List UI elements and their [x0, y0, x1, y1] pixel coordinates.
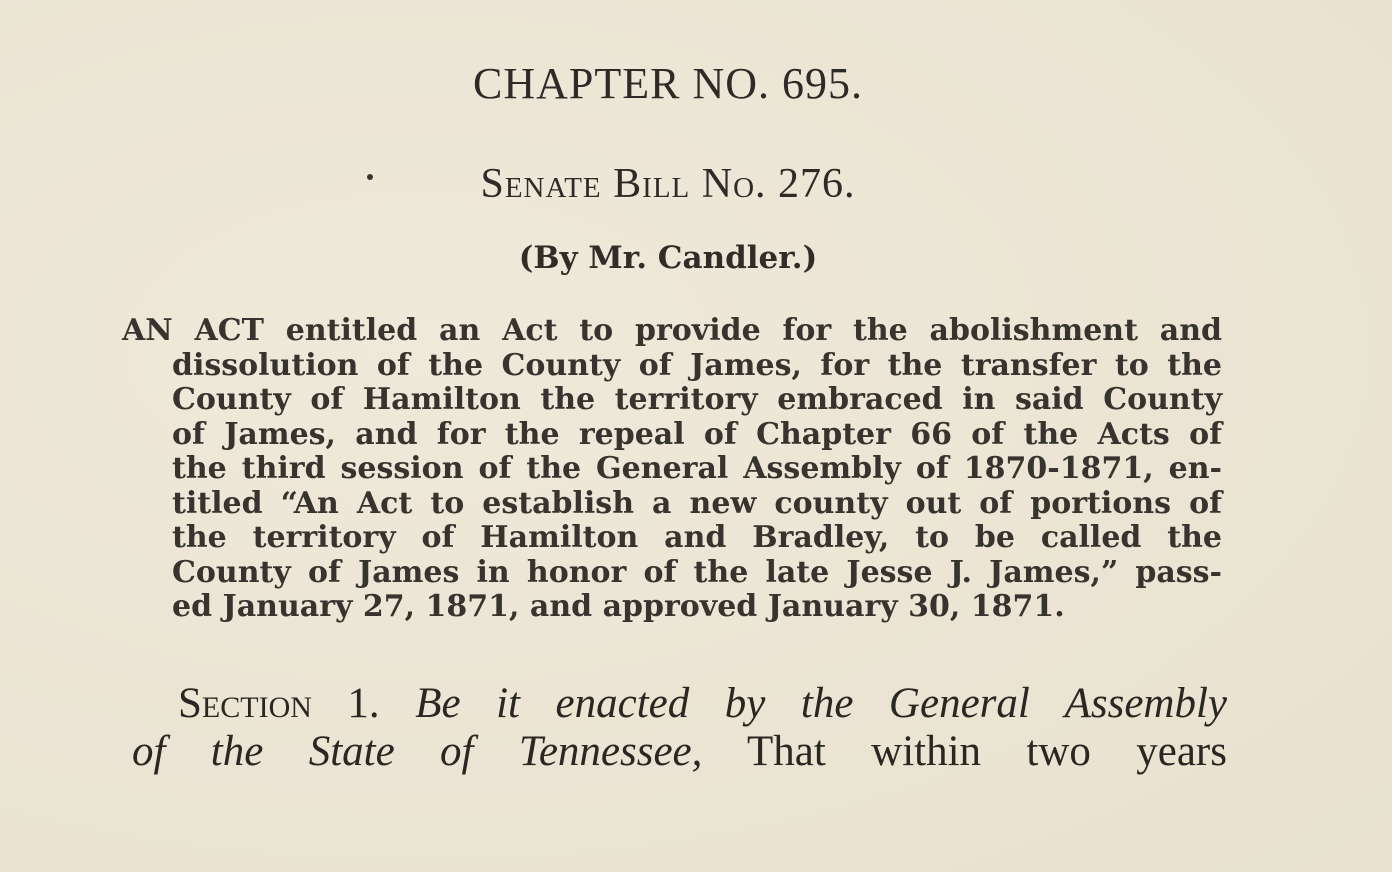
- act-line: County of Hamilton the territory embraced in said County: [172, 382, 1222, 417]
- section-text: That within two years: [746, 728, 1227, 775]
- enacting-clause-cont: of the State of Tennessee,: [132, 728, 703, 775]
- act-line: AN ACT entitled an Act to provide for the abolishment and: [122, 313, 1222, 348]
- act-line: of James, and for the repeal of Chapter 66 of the Acts of: [172, 416, 1222, 452]
- act-title-paragraph: [122, 314, 1222, 625]
- act-line: the third session of the General Assembly of 1870-1871, en-: [172, 451, 1222, 486]
- bill-author: (By Mr. Candler.): [518, 240, 818, 276]
- act-line: titled “An Act to establish a new county out of portions of: [172, 485, 1222, 521]
- enacting-clause: Be it enacted by the General Assembly: [415, 680, 1227, 727]
- act-line: dissolution of the County of James, for the transfer to the: [172, 347, 1222, 383]
- act-line: the territory of Hamilton and Bradley, to be called the: [172, 520, 1222, 555]
- act-line: ed January 27, 1871, and approved January 30, 1871.: [172, 589, 1065, 624]
- section-1: [132, 680, 1227, 776]
- act-line: County of James in honor of the late Jesse J. James,” pass-: [172, 554, 1222, 590]
- chapter-heading: CHAPTER NO. 695.: [472, 59, 864, 108]
- section-label: Section 1.: [178, 680, 380, 727]
- bill-heading: Senate Bill No. 276.: [480, 161, 856, 207]
